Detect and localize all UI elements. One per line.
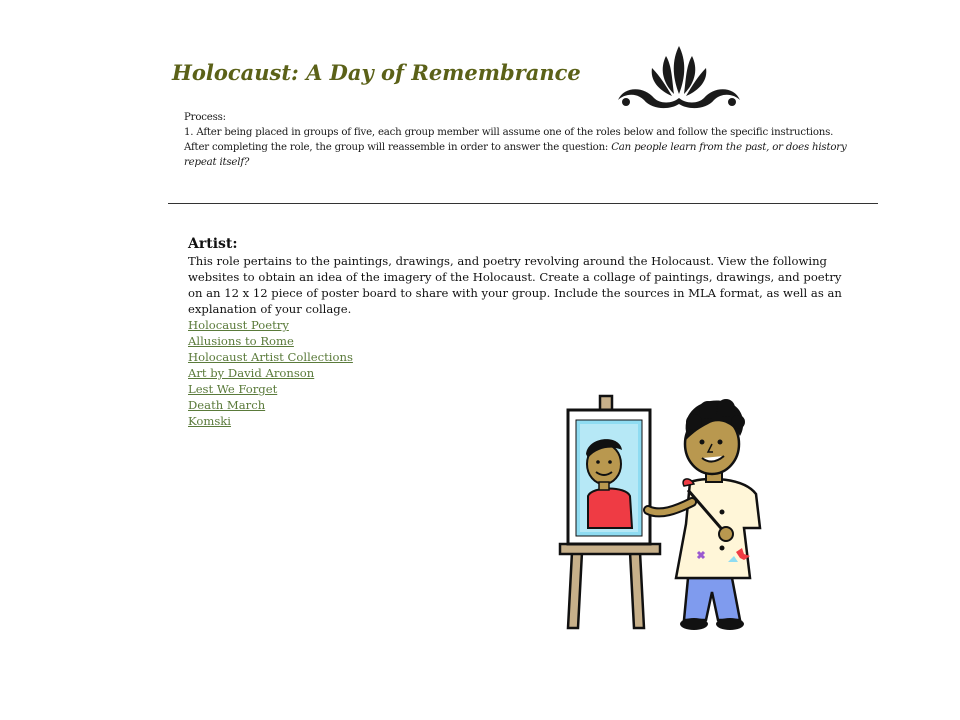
process-label: Process:: [184, 112, 226, 123]
process-text: [184, 125, 852, 170]
floral-ornament-icon: [614, 42, 744, 112]
process-question: Can people learn from the past, or does history repeat itself?: [184, 142, 847, 168]
process-instructions: 1. After being placed in groups of five, each group member will assume one of the roles below and follow the specific instructions. After completing the role, the group will reassemble in order to answer the question:: [184, 127, 834, 153]
process-section: [184, 110, 852, 170]
artist-painting-clipart-icon: [548, 392, 788, 636]
link-lest-we-forget[interactable]: Lest We Forget: [188, 382, 278, 396]
link-komski[interactable]: Komski: [188, 414, 232, 428]
link-allusions-to-rome[interactable]: Allusions to Rome: [188, 334, 294, 348]
link-holocaust-poetry[interactable]: Holocaust Poetry: [188, 318, 289, 332]
link-art-by-david-aronson[interactable]: Art by David Aronson: [188, 366, 315, 380]
artist-description: This role pertains to the paintings, drawings, and poetry revolving around the Holocaust. View the following websites to obtain an idea of the imagery of the Holocaust. Create a collage of paintings, drawings, and poetry on an 12 x 12 piece of poster board to share with your group. Include the sources in MLA format, as well as an explanation of your collage.: [188, 254, 842, 316]
artist-heading: Artist:: [188, 236, 238, 252]
page-title: Holocaust: A Day of Remembrance: [172, 60, 581, 85]
link-death-march[interactable]: Death March: [188, 398, 266, 412]
section-divider: [168, 203, 878, 204]
link-holocaust-artist-collections[interactable]: Holocaust Artist Collections: [188, 350, 353, 364]
